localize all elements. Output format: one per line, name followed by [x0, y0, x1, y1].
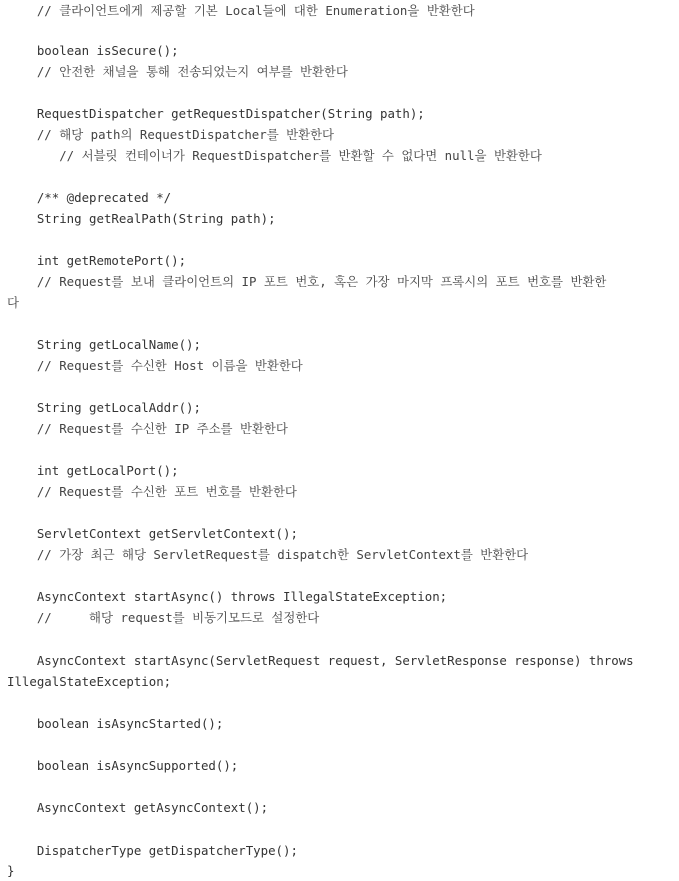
code-line: // 해당 request를 비동기모드로 설정한다 — [7, 610, 320, 625]
code-line: boolean isAsyncSupported(); — [7, 758, 239, 773]
code-line: // 가장 최근 해당 ServletRequest를 dispatch한 ServletContext를 반환한다 — [7, 547, 529, 562]
code-line: // Request를 보내 클라이언트의 IP 포트 번호, 혹은 가장 마지막 프록시의 포트 번호를 반환한 — [7, 274, 607, 289]
code-line: boolean isSecure(); — [7, 43, 179, 58]
code-line: String getRealPath(String path); — [7, 211, 276, 226]
code-line: ServletContext getServletContext(); — [7, 526, 298, 541]
code-line: /** @deprecated */ — [7, 190, 172, 205]
code-line: // 안전한 채널을 통해 전송되었는지 여부를 반환한다 — [7, 64, 348, 79]
code-line: // 서블릿 컨테이너가 RequestDispatcher를 반환할 수 없다면 null을 반환한다 — [7, 148, 542, 163]
code-line: RequestDispatcher getRequestDispatcher(String path); — [7, 106, 425, 121]
code-line: IllegalStateException; — [7, 674, 172, 689]
code-line: int getLocalPort(); — [7, 463, 179, 478]
code-line: int getRemotePort(); — [7, 253, 187, 268]
code-line: String getLocalName(); — [7, 337, 201, 352]
code-line: boolean isAsyncStarted(); — [7, 716, 224, 731]
code-line: // Request를 수신한 IP 주소를 반환한다 — [7, 421, 288, 436]
code-line: // Request를 수신한 포트 번호를 반환한다 — [7, 484, 297, 499]
code-line: } — [7, 863, 15, 878]
code-line: 다 — [7, 295, 19, 310]
code-line: AsyncContext startAsync(ServletRequest request, ServletResponse response) throws — [7, 653, 634, 668]
code-line: DispatcherType getDispatcherType(); — [7, 843, 298, 858]
code-line: // Request를 수신한 Host 이름을 반환한다 — [7, 358, 303, 373]
code-line: String getLocalAddr(); — [7, 400, 201, 415]
code-line: // 클라이언트에게 제공할 기본 Local들에 대한 Enumeration을 반환한다 — [7, 3, 475, 18]
code-line: AsyncContext startAsync() throws IllegalStateException; — [7, 589, 448, 604]
code-line: // 해당 path의 RequestDispatcher를 반환한다 — [7, 127, 335, 142]
code-line: AsyncContext getAsyncContext(); — [7, 800, 269, 815]
